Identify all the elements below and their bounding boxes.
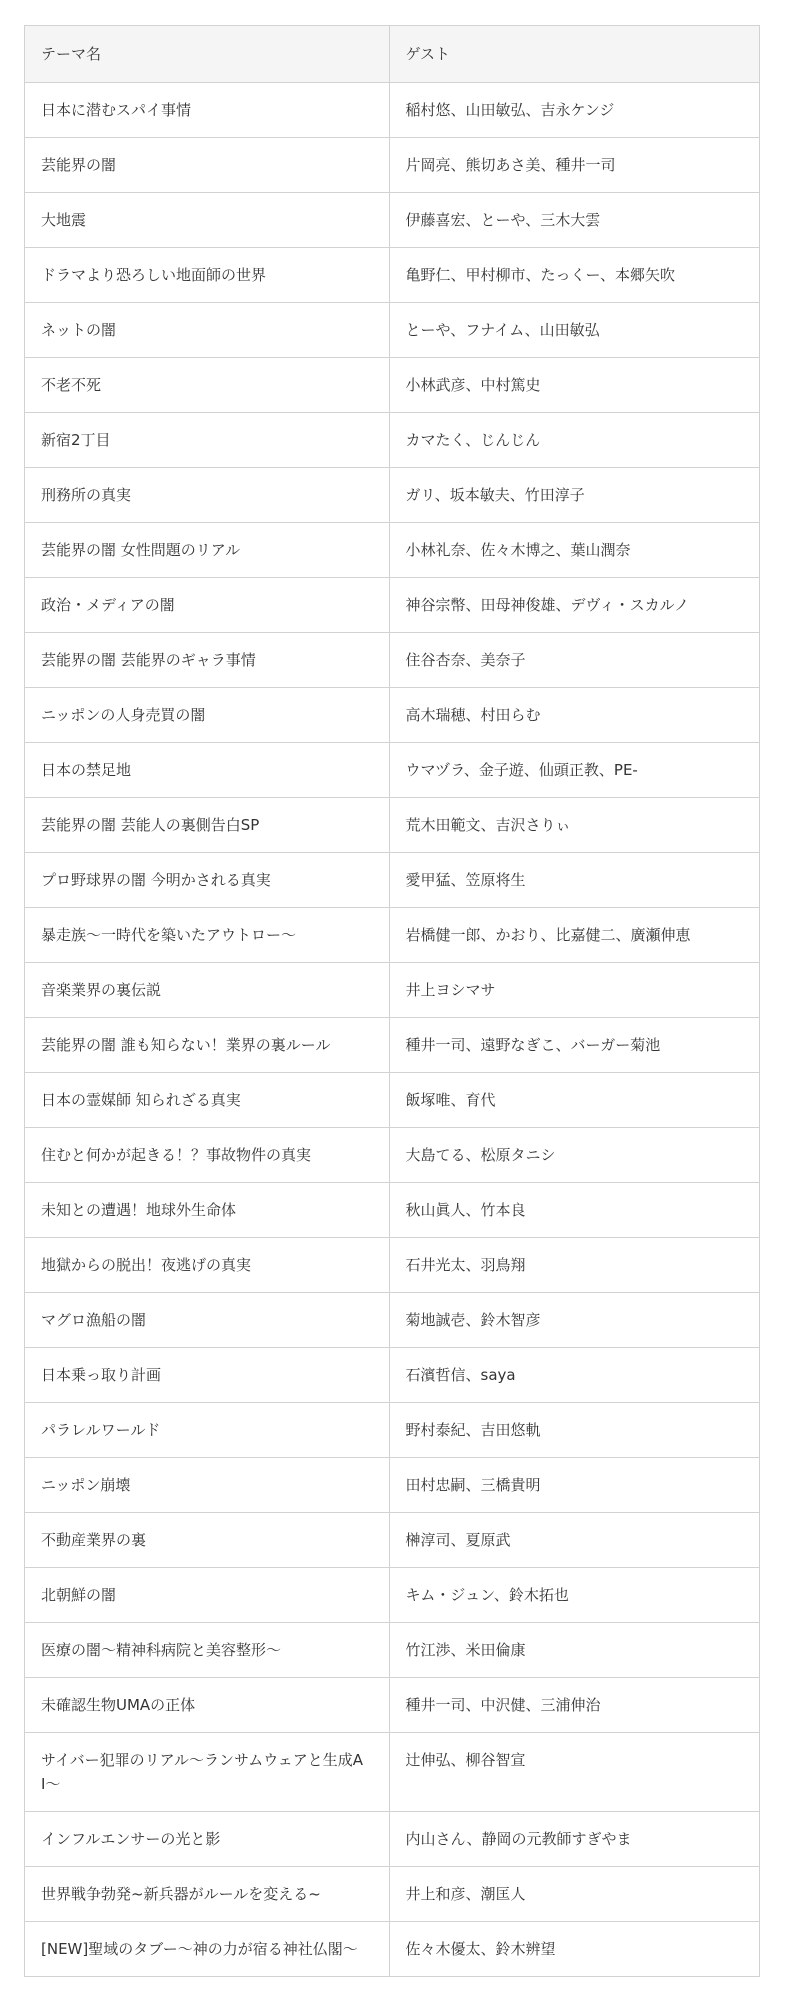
theme-cell: [NEW]聖域のタブー〜神の力が宿る神社仏閣〜 [25,1922,390,1977]
table-row [25,303,760,358]
guest-cell: 榊淳司、夏原武 [389,1513,759,1568]
guest-cell: 岩橋健一郎、かおり、比嘉健二、廣瀬伸恵 [389,908,759,963]
guest-cell: 竹江渉、米田倫康 [389,1623,759,1678]
guest-cell: 菊地誠壱、鈴木智彦 [389,1293,759,1348]
theme-cell: 北朝鮮の闇 [25,1568,390,1623]
table-row [25,1348,760,1403]
table-row [25,523,760,578]
guest-cell: 荒木田範文、吉沢さりぃ [389,798,759,853]
theme-cell: 日本の禁足地 [25,743,390,798]
theme-cell: 芸能界の闇 芸能界のギャラ事情 [25,633,390,688]
table-row [25,578,760,633]
table-row [25,1922,760,1977]
theme-cell: ドラマより恐ろしい地面師の世界 [25,248,390,303]
theme-cell: 日本に潜むスパイ事情 [25,83,390,138]
episode-table [24,25,760,1977]
table-row [25,83,760,138]
guest-cell: 内山さん、静岡の元教師すぎやま [389,1812,759,1867]
table-row [25,1623,760,1678]
guest-cell: 大島てる、松原タニシ [389,1128,759,1183]
theme-cell: 暴走族〜一時代を築いたアウトロー〜 [25,908,390,963]
theme-cell: 音楽業界の裏伝説 [25,963,390,1018]
theme-cell: プロ野球界の闇 今明かされる真実 [25,853,390,908]
table-row [25,138,760,193]
guest-cell: 飯塚唯、育代 [389,1073,759,1128]
table-row [25,1293,760,1348]
table-body [25,83,760,1977]
guest-cell: 田村忠嗣、三橋貴明 [389,1458,759,1513]
guest-cell: 神谷宗幣、田母神俊雄、デヴィ・スカルノ [389,578,759,633]
guest-cell: ガリ、坂本敏夫、竹田淳子 [389,468,759,523]
column-header-theme: テーマ名 [25,26,390,83]
guest-cell: 石井光太、羽鳥翔 [389,1238,759,1293]
guest-cell: 井上ヨシマサ [389,963,759,1018]
guest-cell: ウマヅラ、金子遊、仙頭正教、PE- [389,743,759,798]
theme-cell: 芸能界の闇 芸能人の裏側告白SP [25,798,390,853]
guest-cell: 高木瑞穂、村田らむ [389,688,759,743]
theme-cell: 未確認生物UMAの正体 [25,1678,390,1733]
theme-cell: 芸能界の闇 誰も知らない！業界の裏ルール [25,1018,390,1073]
table-row [25,1568,760,1623]
theme-cell: 政治・メディアの闇 [25,578,390,633]
table-row [25,1513,760,1568]
table-row [25,853,760,908]
guest-cell: 石濱哲信、saya [389,1348,759,1403]
guest-cell: 片岡亮、熊切あさ美、種井一司 [389,138,759,193]
theme-cell: 芸能界の闇 [25,138,390,193]
guest-cell: 辻伸弘、柳谷智宣 [389,1733,759,1812]
table-row [25,1403,760,1458]
guest-cell: 小林武彦、中村篤史 [389,358,759,413]
theme-cell: 不老不死 [25,358,390,413]
theme-cell: 住むと何かが起きる！？事故物件の真実 [25,1128,390,1183]
guest-cell: 野村泰紀、吉田悠軌 [389,1403,759,1458]
theme-cell: マグロ漁船の闇 [25,1293,390,1348]
guest-cell: キム・ジュン、鈴木拓也 [389,1568,759,1623]
guest-cell: カマたく、じんじん [389,413,759,468]
guest-cell: 秋山眞人、竹本良 [389,1183,759,1238]
theme-cell: 日本の霊媒師 知られざる真実 [25,1073,390,1128]
guest-cell: 種井一司、中沢健、三浦伸治 [389,1678,759,1733]
table-row [25,963,760,1018]
table-row [25,358,760,413]
guest-cell: とーや、フナイム、山田敏弘 [389,303,759,358]
table-header-row [25,26,760,83]
theme-cell: 日本乗っ取り計画 [25,1348,390,1403]
table-row [25,633,760,688]
column-header-guest: ゲスト [389,26,759,83]
table-row [25,1128,760,1183]
theme-cell: 芸能界の闇 女性問題のリアル [25,523,390,578]
table-row [25,1238,760,1293]
theme-cell: ネットの闇 [25,303,390,358]
theme-cell: 不動産業界の裏 [25,1513,390,1568]
theme-cell: ニッポンの人身売買の闇 [25,688,390,743]
theme-cell: 世界戦争勃発~新兵器がルールを変える~ [25,1867,390,1922]
table-row [25,1018,760,1073]
episode-table-container [24,25,760,1977]
guest-cell: 種井一司、遠野なぎこ、バーガー菊池 [389,1018,759,1073]
table-row [25,798,760,853]
table-row [25,193,760,248]
table-row [25,413,760,468]
theme-cell: ニッポン崩壊 [25,1458,390,1513]
table-row [25,743,760,798]
guest-cell: 愛甲猛、笠原将生 [389,853,759,908]
guest-cell: 伊藤喜宏、とーや、三木大雲 [389,193,759,248]
guest-cell: 亀野仁、甲村柳市、たっくー、本郷矢吹 [389,248,759,303]
theme-cell: 新宿2丁目 [25,413,390,468]
guest-cell: 小林礼奈、佐々木博之、葉山潤奈 [389,523,759,578]
table-row [25,1733,760,1812]
theme-cell: インフルエンサーの光と影 [25,1812,390,1867]
theme-cell: 医療の闇〜精神科病院と美容整形〜 [25,1623,390,1678]
theme-cell: パラレルワールド [25,1403,390,1458]
guest-cell: 井上和彦、潮匡人 [389,1867,759,1922]
table-row [25,1458,760,1513]
table-row [25,248,760,303]
guest-cell: 佐々木優太、鈴木辨望 [389,1922,759,1977]
table-row [25,1183,760,1238]
guest-cell: 住谷杏奈、美奈子 [389,633,759,688]
theme-cell: 大地震 [25,193,390,248]
theme-cell: サイバー犯罪のリアル〜ランサムウェアと生成AI〜 [25,1733,390,1812]
table-row [25,468,760,523]
guest-cell: 稲村悠、山田敏弘、吉永ケンジ [389,83,759,138]
theme-cell: 地獄からの脱出！夜逃げの真実 [25,1238,390,1293]
table-row [25,1812,760,1867]
theme-cell: 未知との遭遇！地球外生命体 [25,1183,390,1238]
table-row [25,1867,760,1922]
table-row [25,908,760,963]
table-row [25,1678,760,1733]
theme-cell: 刑務所の真実 [25,468,390,523]
table-row [25,688,760,743]
table-row [25,1073,760,1128]
